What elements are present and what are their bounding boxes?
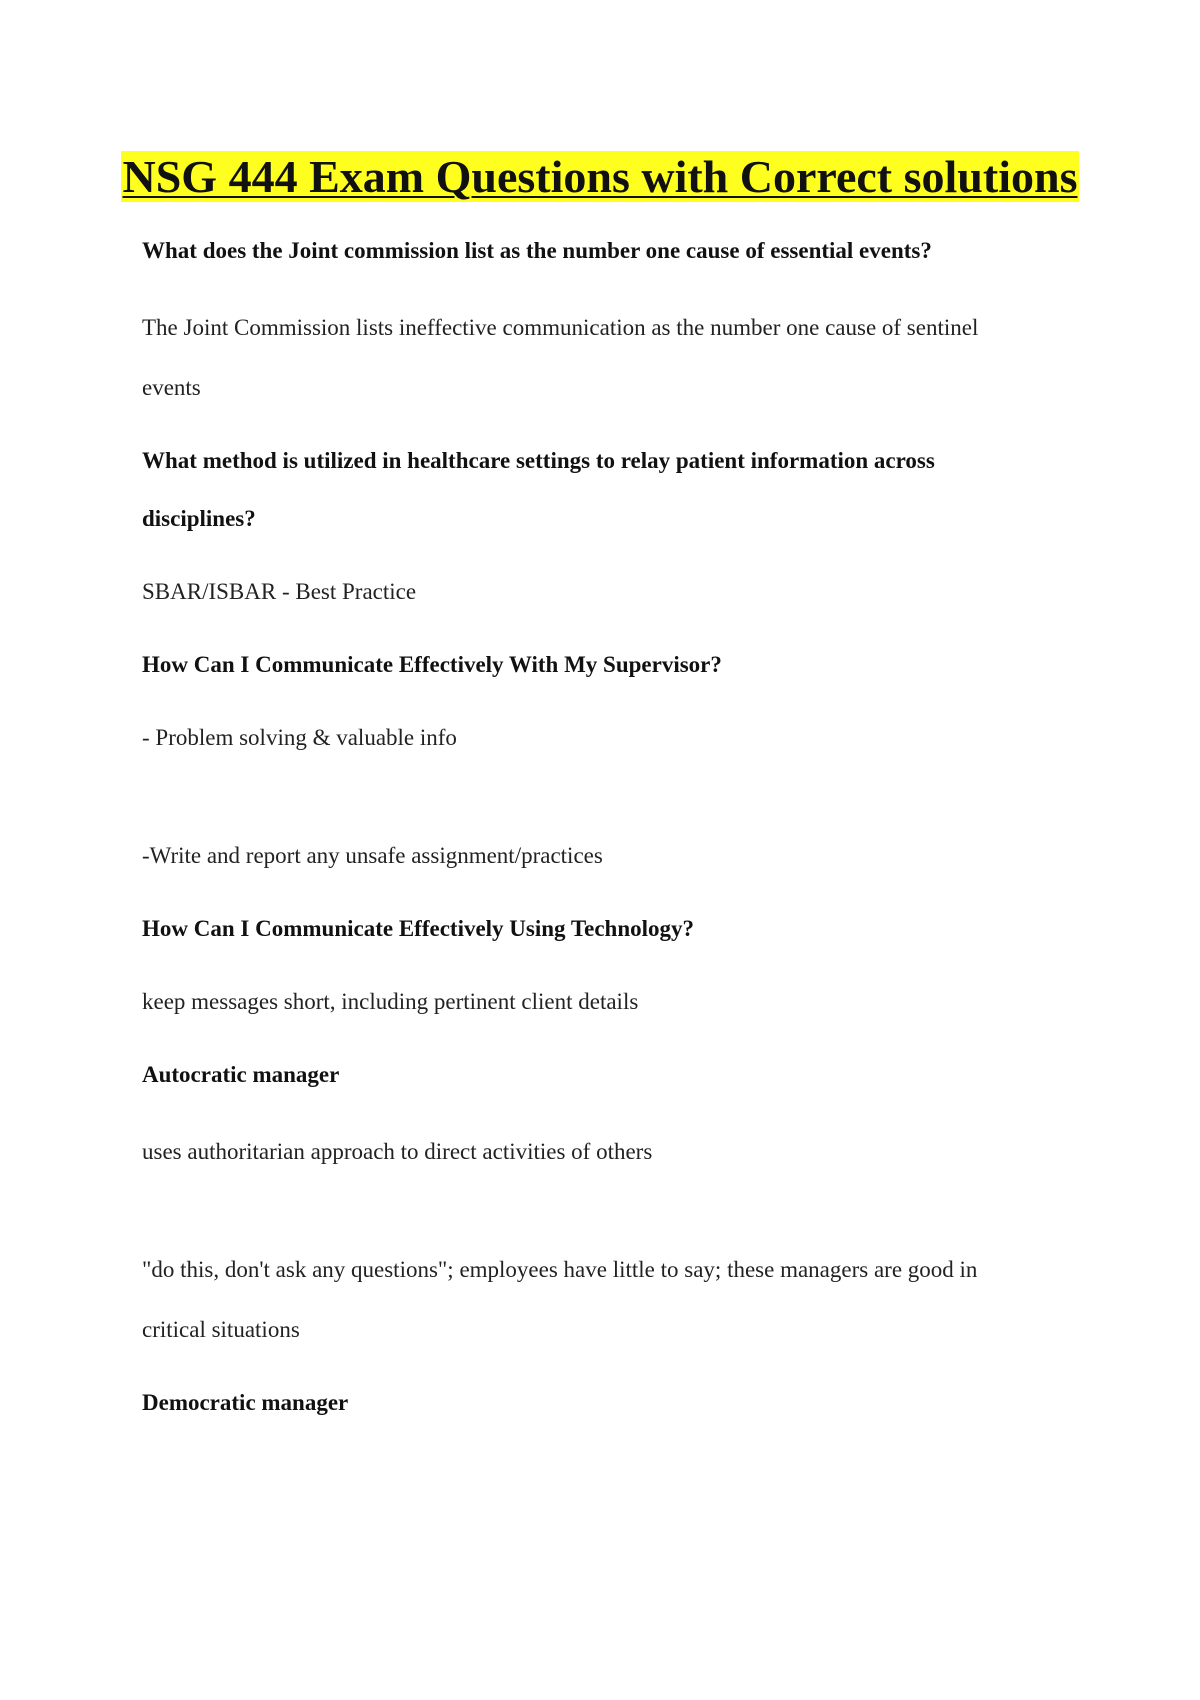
question-2-line-2: disciplines? [142,506,256,531]
document-title [0,150,1200,204]
answer-5-para-1: uses authoritarian approach to direct activities of others [142,1139,653,1164]
answer-3-item-1: - Problem solving & valuable info [142,725,457,750]
question-6: Democratic manager [142,1390,349,1415]
answer-5-para-2-line-2: critical situations [142,1317,300,1342]
question-2-line-1: What method is utilized in healthcare settings to relay patient information across [142,448,935,473]
document-title-text: NSG 444 Exam Questions with Correct solutions [122,151,1078,202]
question-3: How Can I Communicate Effectively With My Supervisor? [142,652,722,677]
answer-4: keep messages short, including pertinent client details [142,989,639,1014]
document-body [142,222,1042,1432]
question-4: How Can I Communicate Effectively Using Technology? [142,916,694,941]
answer-3-item-2: -Write and report any unsafe assignment/practices [142,843,603,868]
question-1: What does the Joint commission list as the number one cause of essential events? [142,238,932,263]
question-5: Autocratic manager [142,1062,340,1087]
answer-5-para-2-line-1: "do this, don't ask any questions"; employees have little to say; these managers are good in [142,1257,978,1282]
answer-1-line-2: events [142,375,201,400]
answer-2: SBAR/ISBAR - Best Practice [142,579,417,604]
answer-1-line-1: The Joint Commission lists ineffective communication as the number one cause of sentinel [142,315,979,340]
